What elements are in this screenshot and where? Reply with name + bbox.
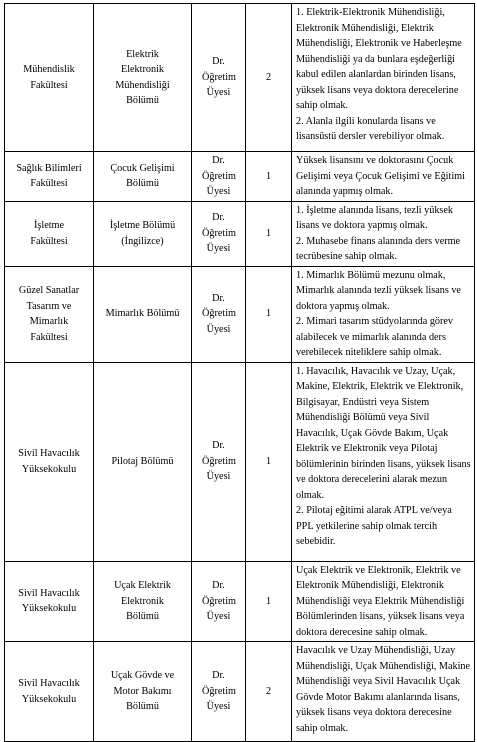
requirement-line: Mühendisliği ya da bunlara eşdeğerliği (296, 53, 455, 65)
title-cell: Dr. Öğretim Üyesi (192, 561, 246, 642)
title-cell: Dr. Öğretim Üyesi (192, 642, 246, 742)
requirement-line: yüksek lisans veya doktora derecesine (296, 707, 452, 718)
requirement-line: 2. Alanla ilgili konularda lisans ve (296, 115, 436, 127)
requirement-line: Gelişimi veya Çocuk Gelişimi ve Eğitimi (296, 170, 465, 182)
count-cell: 2 (246, 4, 292, 152)
requirement-line: Mühendisliği veya Elektrik Mühendisliği (296, 595, 465, 607)
requirement-line: doktora yapmış olmak. (296, 300, 390, 312)
table-row (5, 642, 475, 742)
requirements-cell (292, 266, 475, 362)
title-cell: Dr. Öğretim Üyesi (192, 4, 246, 152)
requirement-line: PPL yetkilerine sahip olmak tercih (296, 520, 438, 532)
table-row (5, 561, 475, 642)
faculty-cell: Sivil Havacılık Yüksekokulu (5, 362, 94, 561)
requirement-line: Elektronik Mühendisliği, Elektronik (296, 580, 444, 591)
requirement-line: kabul edilen alanlardan birinden lisans, (296, 69, 456, 80)
count-cell: 1 (246, 201, 292, 266)
faculty-cell: Sağlık Bilimleri Fakültesi (5, 152, 94, 202)
requirements-cell (292, 152, 475, 202)
faculty-cell: Sivil Havacılık Yüksekokulu (5, 561, 94, 642)
requirement-line: verebilecek niteliklere sahip olmak. (296, 347, 442, 358)
requirement-line: Elektrik ve Elektronik veya Pilotaj (296, 443, 438, 454)
title-cell: Dr. Öğretim Üyesi (192, 362, 246, 561)
requirement-line: ve doktora derecelerini alarak mezun (296, 474, 448, 485)
requirements-cell (292, 362, 475, 561)
requirements-cell (292, 642, 475, 742)
positions-table-body (5, 4, 475, 742)
requirement-line: Gövde Motor Bakımı alanlarında lisans, (296, 691, 460, 703)
requirement-line: 1. Elektrik-Elektronik Mühendisliği, (296, 7, 445, 18)
count-cell: 1 (246, 561, 292, 642)
title-cell: Dr. Öğretim Üyesi (192, 201, 246, 266)
table-row (5, 201, 475, 266)
requirement-line: sahip olmak. (296, 100, 349, 111)
requirements-cell (292, 561, 475, 642)
requirement-line: Bölümlerinden lisans, yüksek lisans veya (296, 611, 465, 622)
requirement-line: olmak. (296, 489, 325, 501)
requirement-line: alabilecek ve mimarlık alanında ders (296, 331, 446, 343)
requirement-line: sahip olmak. (296, 722, 349, 734)
requirement-line: Mühendisliği, Elektronik ve Haberleşme (296, 38, 462, 49)
department-cell: Uçak Gövde ve Motor Bakımı Bölümü (94, 642, 192, 742)
faculty-cell: Mühendislik Fakültesi (5, 4, 94, 152)
requirement-line: Havacılık ve Uzay Mühendisliği, Uzay (296, 645, 456, 656)
department-cell: Uçak Elektrik Elektronik Bölümü (94, 561, 192, 642)
count-cell: 1 (246, 362, 292, 561)
requirement-line: lisansüstü dersler verebiliyor olmak. (296, 131, 445, 142)
requirement-line: Mühendisliği veya Sivil Havacılık Uçak (296, 676, 461, 687)
requirement-line: 1. İşletme alanında lisans, tezli yüksek (296, 204, 454, 216)
requirement-line: 2. Muhasebe finans alanında ders verme (296, 235, 461, 247)
requirement-line: sebebidir. (296, 536, 336, 547)
requirement-line: 2. Pilotaj eğitimi alarak ATPL ve/veya (296, 505, 452, 516)
requirement-line: tecrübesine sahip olmak. (296, 251, 397, 262)
requirement-line: yüksek lisans veya doktora derecelerine (296, 84, 459, 96)
department-cell: İşletme Bölümü (İngilizce) (94, 201, 192, 266)
department-cell: Elektrik Elektronik Mühendisliği Bölümü (94, 4, 192, 152)
requirement-line: Uçak Elektrik ve Elektronik, Elektrik ve (296, 564, 461, 576)
positions-table (4, 3, 475, 742)
title-cell: Dr. Öğretim Üyesi (192, 266, 246, 362)
count-cell: 2 (246, 642, 292, 742)
requirement-line: Mimarlık alanında tezli yüksek lisans ve (296, 285, 461, 296)
requirements-cell (292, 4, 475, 152)
requirement-line: doktora derecesine sahip olmak. (296, 626, 428, 638)
faculty-cell: Sivil Havacılık Yüksekokulu (5, 642, 94, 742)
requirement-line: 1. Mimarlık Bölümü mezunu olmak, (296, 269, 446, 281)
count-cell: 1 (246, 152, 292, 202)
department-cell: Mimarlık Bölümü (94, 266, 192, 362)
requirement-line: Elektronik Mühendisliği, Elektrik (296, 22, 434, 34)
department-cell: Pilotaj Bölümü (94, 362, 192, 561)
requirements-cell (292, 201, 475, 266)
requirement-line: Bilgisayar, Endüstri veya Sistem (296, 396, 430, 408)
requirement-line: Havacılık, Uçak Gövde Bakım, Uçak (296, 427, 449, 439)
title-cell: Dr. Öğretim Üyesi (192, 152, 246, 202)
requirement-line: Mühendisliği, Uçak Mühendisliği, Makine (296, 660, 471, 672)
department-cell: Çocuk Gelişimi Bölümü (94, 152, 192, 202)
requirement-line: Mühendisliği Bölümü veya Sivil (296, 412, 430, 423)
faculty-cell: Güzel Sanatlar Tasarım ve Mimarlık Fakültesi (5, 266, 94, 362)
requirement-line: lisans ve doktora yapmış olmak. (296, 220, 428, 231)
requirement-line: bölümlerinin birinden lisans, yüksek lisans (296, 458, 471, 470)
table-row (5, 152, 475, 202)
table-row (5, 266, 475, 362)
requirement-line: 2. Mimari tasarım stüdyolarında görev (296, 316, 454, 327)
requirement-line: Yüksek lisansını ve doktorasını Çocuk (296, 155, 454, 166)
table-row (5, 4, 475, 152)
requirement-line: alanında yapmış olmak. (296, 186, 394, 197)
table-row (5, 362, 475, 561)
count-cell: 1 (246, 266, 292, 362)
faculty-cell: İşletme Fakültesi (5, 201, 94, 266)
requirement-line: 1. Havacılık, Havacılık ve Uzay, Uçak, (296, 365, 456, 377)
requirement-line: Makine, Elektrik, Elektrik ve Elektronik, (296, 381, 464, 392)
